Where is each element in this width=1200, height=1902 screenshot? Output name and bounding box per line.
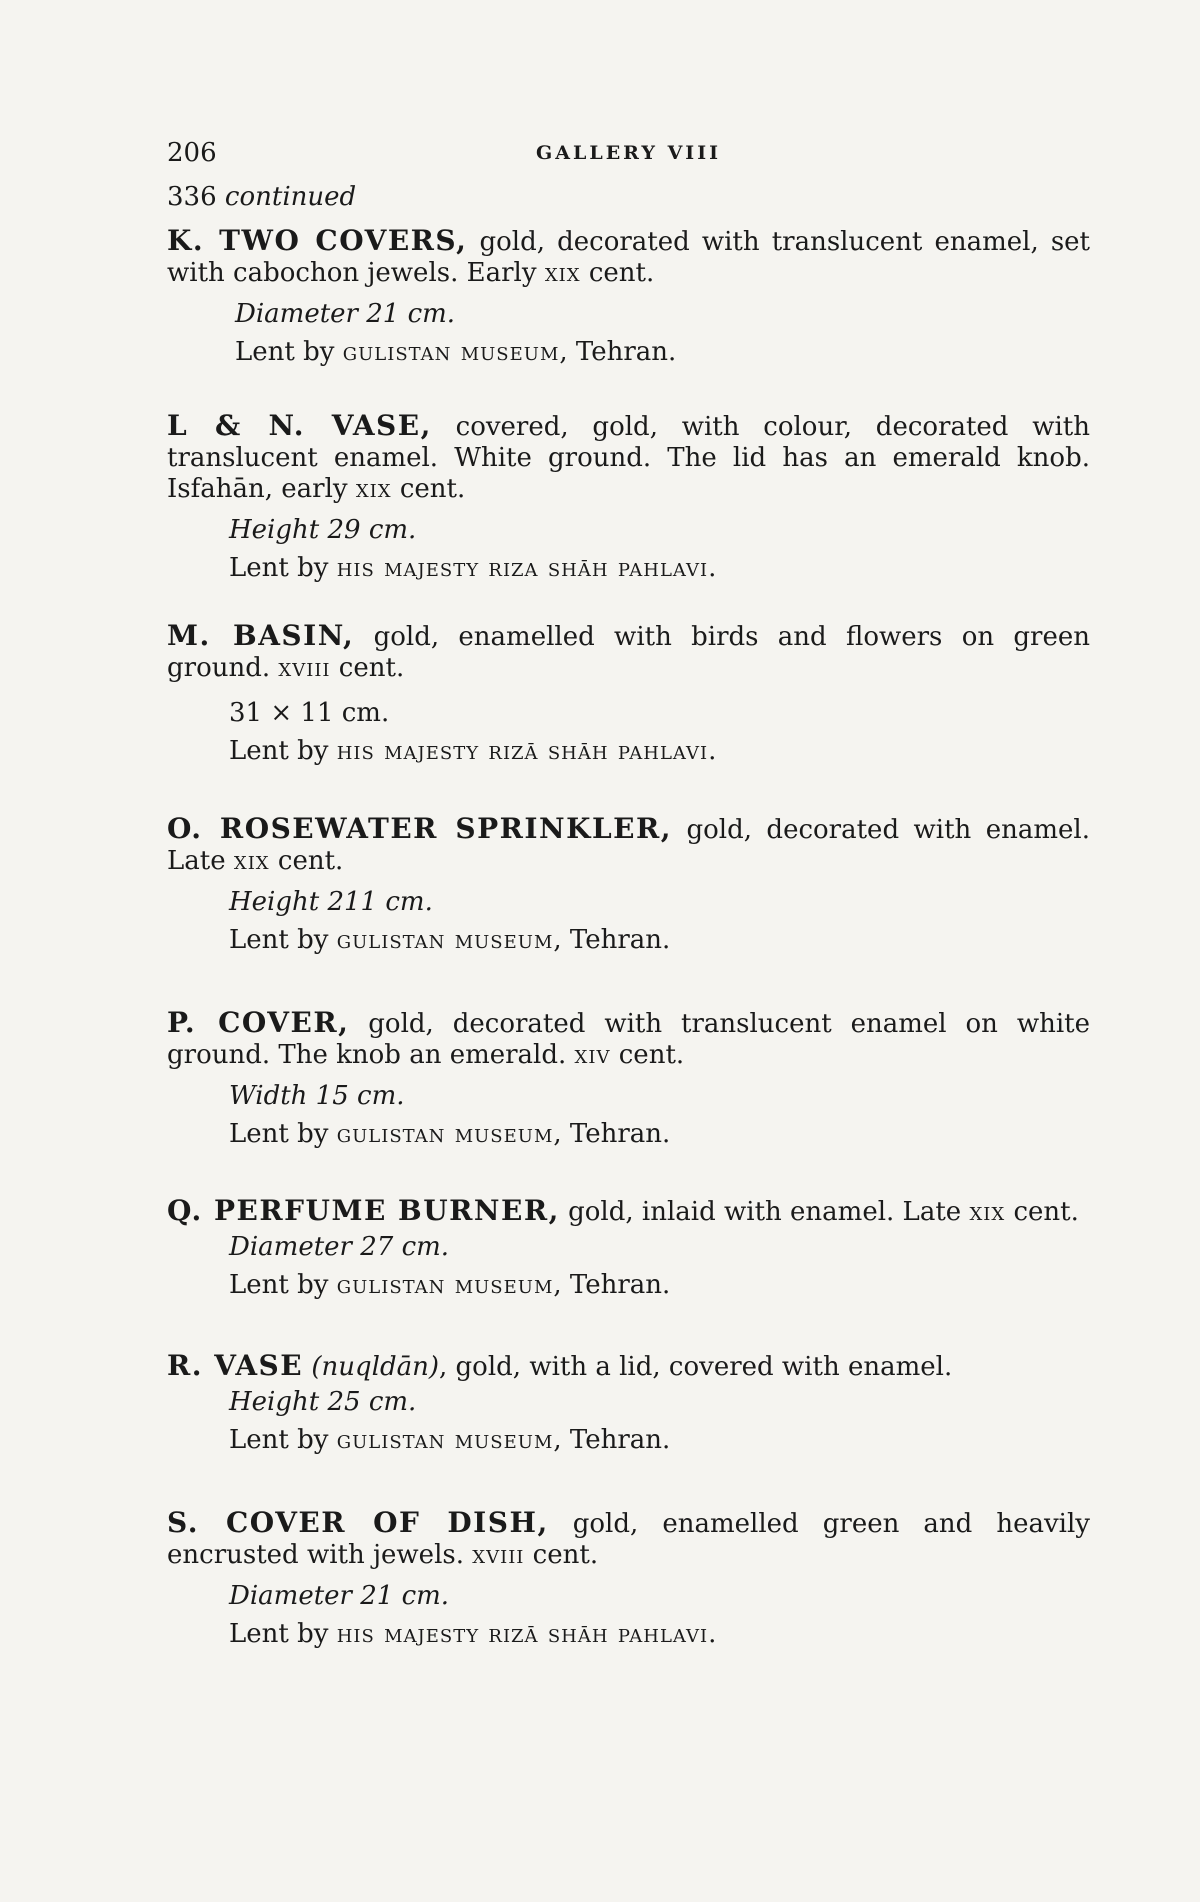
- entry-description: P. COVER, gold, decorated with translucent enamel on white ground. The knob an emerald. xiv cent.: [167, 1006, 1091, 1070]
- entry-measurement: Diameter 21 cm.: [235, 299, 456, 329]
- entry-lender: Lent by gulistan museum, Tehran.: [229, 925, 671, 955]
- lender-name: gulistan museum: [336, 925, 554, 955]
- entry-measurement: Height 25 cm.: [229, 1387, 417, 1417]
- entry-description: M. BASIN, gold, enamelled with birds and flowers on green ground. xviii cent.: [167, 619, 1090, 683]
- entry-title: M. BASIN,: [167, 619, 355, 652]
- catalogue-entry-o: [167, 813, 1090, 959]
- entry-title: S. COVER OF DISH,: [167, 1506, 549, 1539]
- entry-title: R. VASE: [167, 1349, 304, 1382]
- continued-label: continued: [224, 182, 357, 212]
- entry-lender: Lent by gulistan museum, Tehran.: [235, 337, 677, 367]
- entry-number: 336: [167, 182, 217, 212]
- period: xix: [233, 846, 270, 876]
- lender-name: gulistan museum: [336, 1119, 554, 1149]
- entry-measurement: Width 15 cm.: [229, 1081, 405, 1111]
- entry-title: P. COVER,: [167, 1006, 350, 1039]
- entry-lender: Lent by gulistan museum, Tehran.: [229, 1119, 671, 1149]
- entry-description: S. COVER OF DISH, gold, enamelled green and heavily encrusted with jewels. xviii cent.: [167, 1506, 1090, 1570]
- page-number: 206: [167, 138, 217, 168]
- entry-lender: Lent by gulistan museum, Tehran.: [229, 1425, 671, 1455]
- entry-title: L & N. VASE,: [167, 409, 432, 442]
- catalogue-entry-l-n: [167, 410, 1090, 587]
- catalogue-entry-r: [167, 1350, 1090, 1459]
- running-title: GALLERY VIII: [536, 142, 721, 164]
- catalogue-entry-q: [167, 1195, 1090, 1304]
- entry-title: K. TWO COVERS,: [167, 224, 468, 257]
- period: xix: [969, 1197, 1006, 1227]
- entry-description: O. ROSEWATER SPRINKLER, gold, decorated with enamel. Late xix cent.: [167, 812, 1091, 876]
- entry-measurement: Diameter 21 cm.: [229, 1581, 450, 1611]
- entry-lender: Lent by his majesty rizā shāh pahlavi.: [229, 1619, 717, 1649]
- entry-description: R. VASE (nuqldān), gold, with a lid, covered with enamel.: [167, 1349, 953, 1382]
- continuation-heading: [167, 182, 356, 212]
- entry-description: Q. PERFUME BURNER, gold, inlaid with enamel. Late xix cent.: [167, 1194, 1079, 1227]
- entry-description: L & N. VASE, covered, gold, with colour, decorated with translucent enamel. White ground. The lid has an emerald knob. Isfahān, early xix cent.: [167, 409, 1090, 504]
- lender-name: his majesty rizā shāh pahlavi: [336, 1619, 709, 1649]
- entry-measurement: Height 211 cm.: [229, 887, 433, 917]
- entry-measurement: Diameter 27 cm.: [229, 1232, 450, 1262]
- period: xiv: [574, 1040, 611, 1070]
- page-header: [167, 138, 1090, 170]
- entry-lender: Lent by his majesty riza shāh pahlavi.: [229, 553, 717, 583]
- period: xviii: [472, 1540, 525, 1570]
- lender-name: gulistan museum: [336, 1425, 554, 1455]
- entry-measurement: Height 29 cm.: [229, 515, 417, 545]
- entry-title: O. ROSEWATER SPRINKLER,: [167, 812, 673, 845]
- entry-title-italic: (nuqldān): [303, 1352, 439, 1382]
- lender-name: his majesty riza shāh pahlavi: [336, 553, 709, 583]
- entry-lender: Lent by his majesty rizā shāh pahlavi.: [229, 736, 717, 766]
- catalogue-entry-s: [167, 1507, 1090, 1653]
- entry-description: K. TWO COVERS, gold, decorated with translucent enamel, set with cabochon jewels. Early xix cent.: [167, 224, 1090, 288]
- period: xviii: [278, 653, 331, 683]
- catalogue-entry-m: [167, 620, 1090, 770]
- lender-name: his majesty rizā shāh pahlavi: [336, 736, 709, 766]
- lender-name: gulistan museum: [342, 337, 560, 367]
- entry-measurement: 31 × 11 cm.: [229, 698, 390, 728]
- entry-lender: Lent by gulistan museum, Tehran.: [229, 1270, 671, 1300]
- catalogue-entry-p: [167, 1007, 1090, 1153]
- period: xix: [355, 474, 392, 504]
- entry-title: Q. PERFUME BURNER,: [167, 1194, 560, 1227]
- catalogue-entry-k: [167, 225, 1090, 371]
- lender-name: gulistan museum: [336, 1270, 554, 1300]
- period: xix: [544, 258, 581, 288]
